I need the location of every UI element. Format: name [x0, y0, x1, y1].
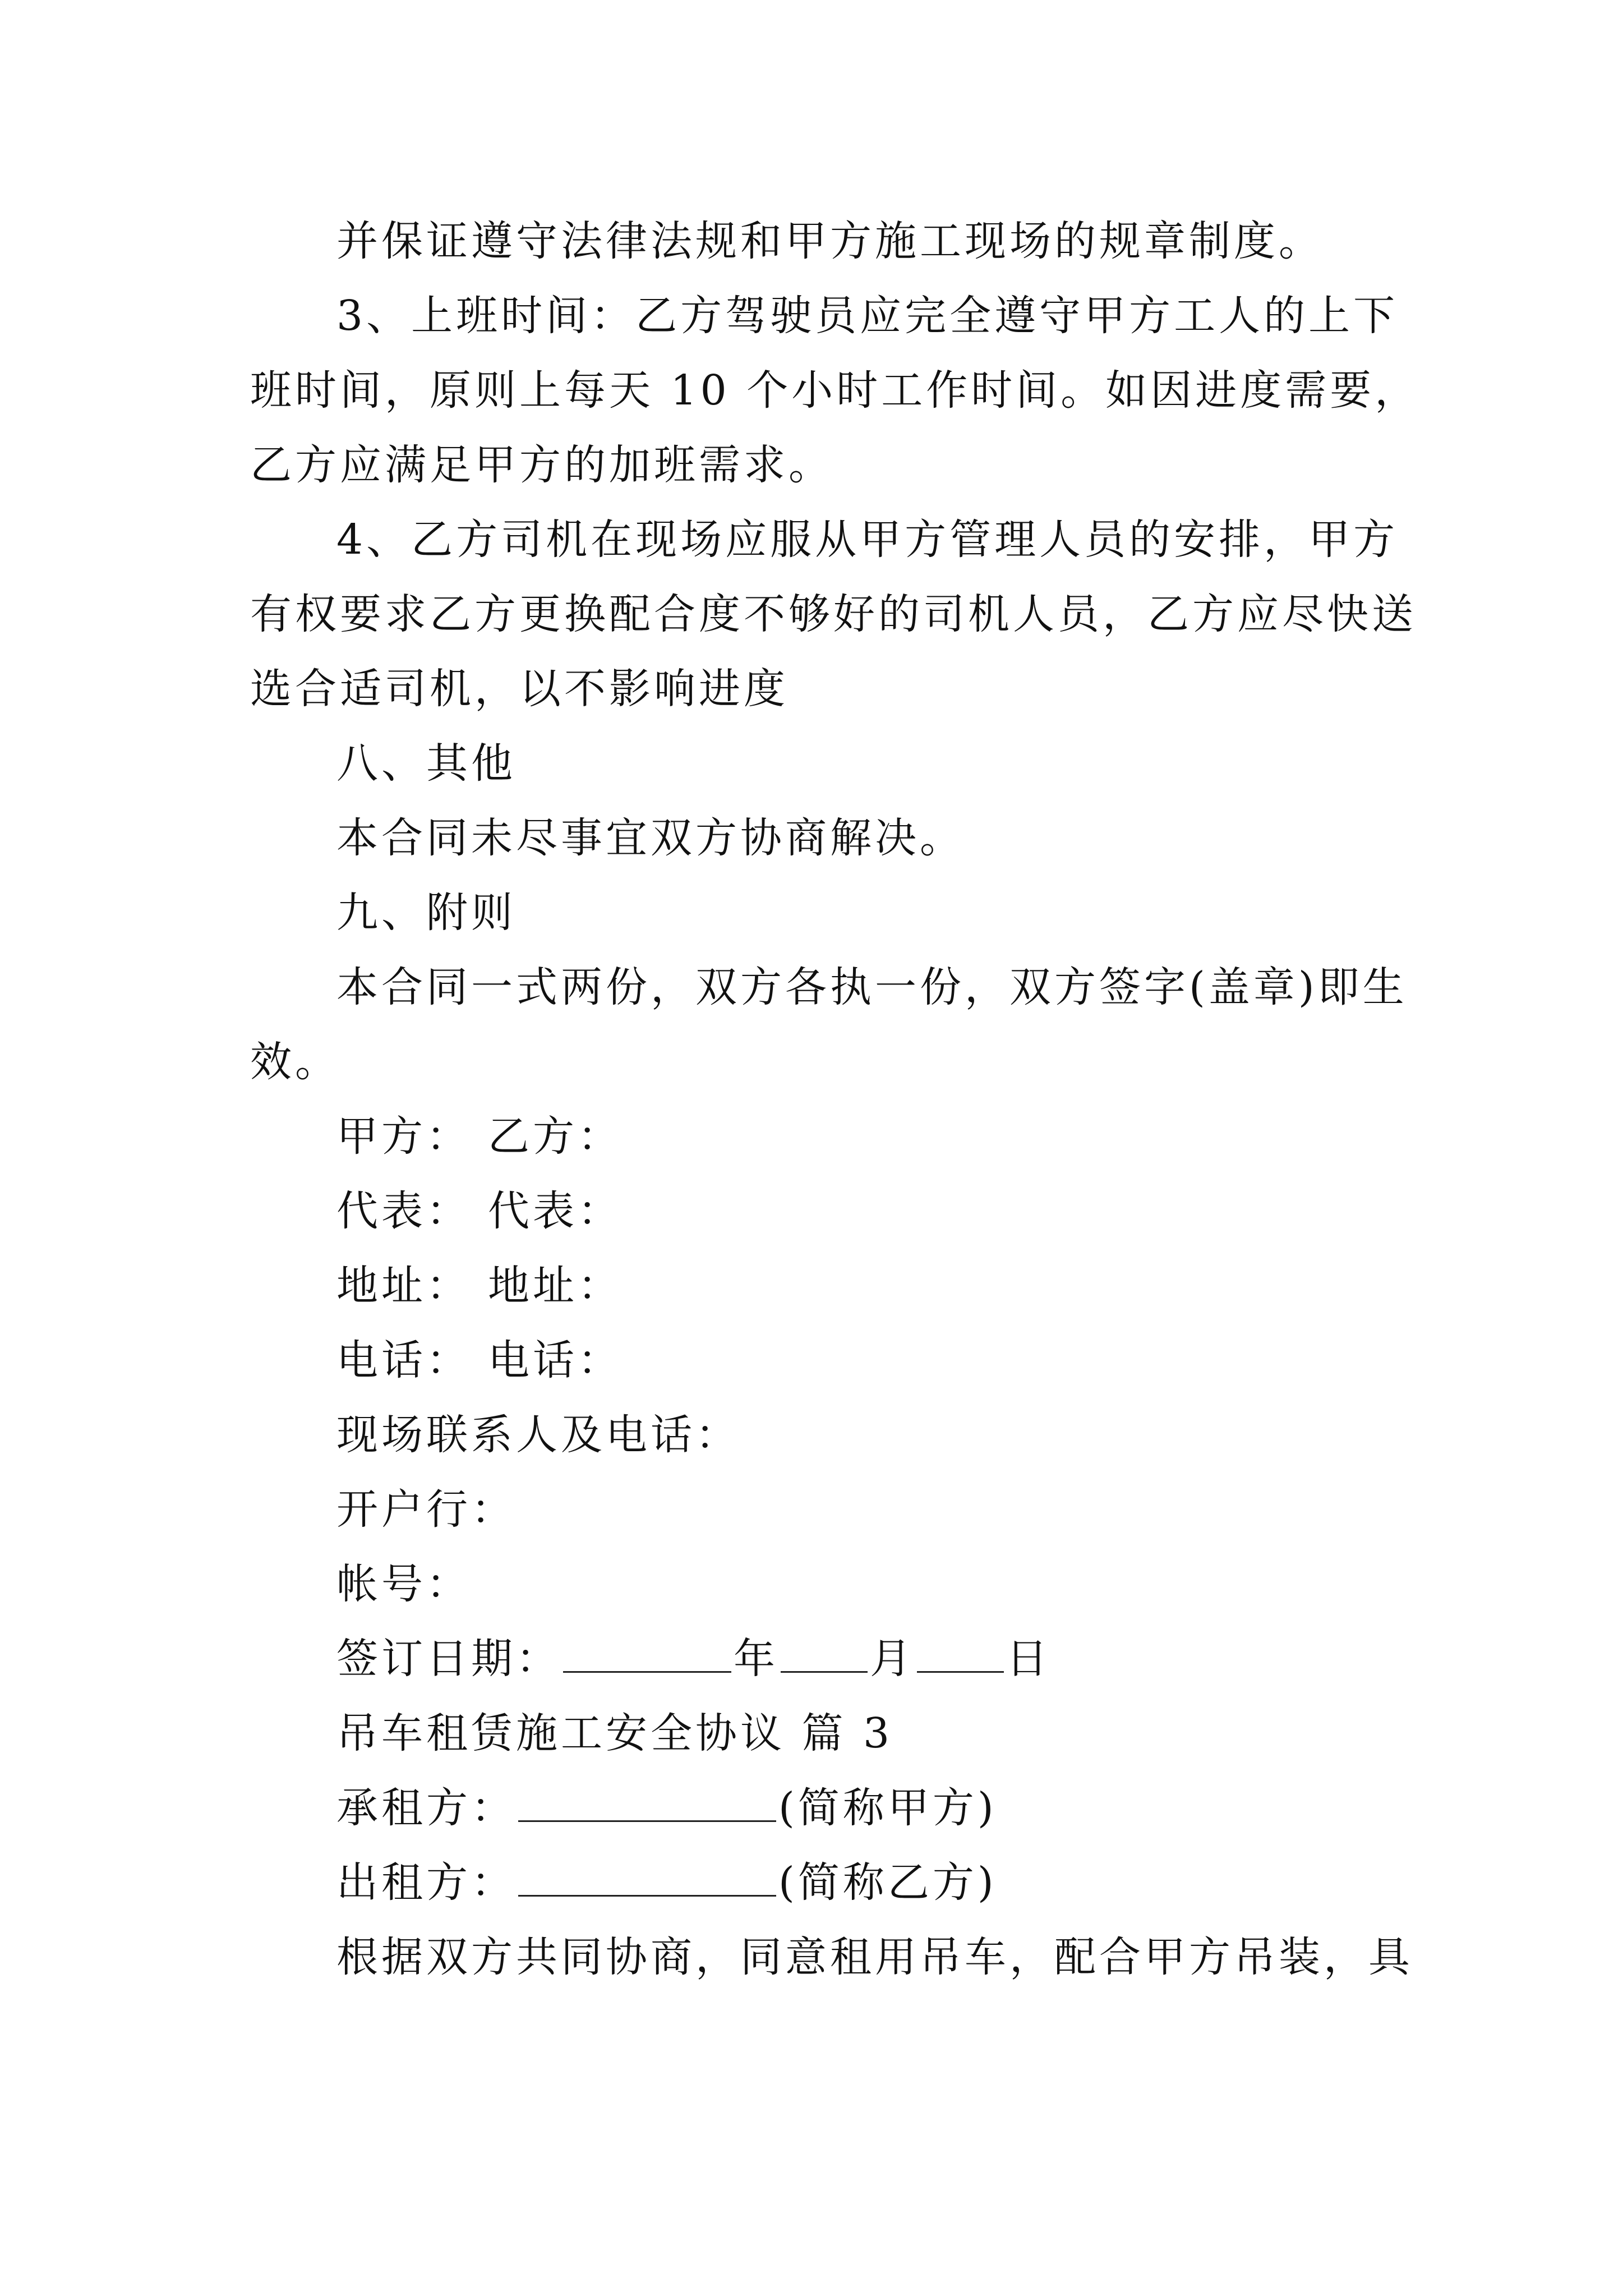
month-blank	[781, 1632, 868, 1673]
paragraph-line: 本合同一式两份，双方各执一份，双方签字(盖章)即生	[336, 963, 1408, 1011]
paragraph-line: 班时间，原则上每天 10 个小时工作时间。如因进度需要，	[250, 366, 1420, 415]
paragraph-line: 选合适司机，以不影响进度	[250, 665, 789, 713]
paragraph-line: 本合同未尽事宜双方协商解决。	[336, 814, 965, 862]
paragraph-line: 并保证遵守法律法规和甲方施工现场的规章制度。	[336, 217, 1324, 265]
sign-date-row	[336, 1631, 1051, 1687]
addr-a-label: 地址：	[336, 1262, 471, 1310]
year-blank	[563, 1632, 731, 1673]
month-label: 月	[870, 1635, 915, 1683]
lessee-row	[336, 1780, 997, 1836]
lessor-row	[336, 1855, 997, 1911]
section-title: 吊车租赁施工安全协议 篇 3	[336, 1709, 893, 1757]
paragraph-line: 根据双方共同协商，同意租用吊车，配合甲方吊装，具	[336, 1933, 1413, 1981]
paragraph-line: 效。	[250, 1038, 340, 1086]
addr-b-label: 地址：	[488, 1262, 623, 1310]
section-heading: 八、其他	[336, 739, 516, 788]
lessee-note: (简称甲方)	[778, 1784, 997, 1832]
rep-b-label: 代表：	[488, 1187, 623, 1235]
phone-row	[336, 1332, 623, 1388]
paragraph-line: 4、乙方司机在现场应服从甲方管理人员的安排，甲方	[336, 516, 1399, 564]
lessee-label: 承租方：	[336, 1784, 516, 1832]
tel-a-label: 电话：	[336, 1336, 471, 1384]
sign-date-label: 签订日期：	[336, 1635, 561, 1683]
party-a-label: 甲方：	[336, 1112, 471, 1161]
year-label: 年	[734, 1635, 778, 1683]
lessor-blank	[518, 1856, 776, 1897]
paragraph-line: 3、上班时间：乙方驾驶员应完全遵守甲方工人的上下	[336, 292, 1399, 340]
address-row	[336, 1258, 623, 1314]
party-row	[336, 1108, 623, 1165]
contact-label: 现场联系人及电话：	[336, 1411, 740, 1459]
paragraph-line: 有权要求乙方更换配合度不够好的司机人员，乙方应尽快送	[250, 590, 1417, 638]
tel-b-label: 电话：	[488, 1336, 623, 1384]
day-label: 日	[1006, 1635, 1051, 1683]
lessor-note: (简称乙方)	[778, 1858, 997, 1907]
section-heading: 九、附则	[336, 889, 516, 937]
account-label: 帐号：	[336, 1560, 471, 1608]
rep-a-label: 代表：	[336, 1187, 471, 1235]
lessor-label: 出租方：	[336, 1858, 516, 1907]
party-b-label: 乙方：	[488, 1112, 623, 1161]
paragraph-line: 乙方应满足甲方的加班需求。	[250, 441, 833, 489]
day-blank	[917, 1632, 1004, 1673]
lessee-blank	[518, 1781, 776, 1822]
representative-row	[336, 1183, 623, 1239]
bank-label: 开户行：	[336, 1485, 516, 1534]
